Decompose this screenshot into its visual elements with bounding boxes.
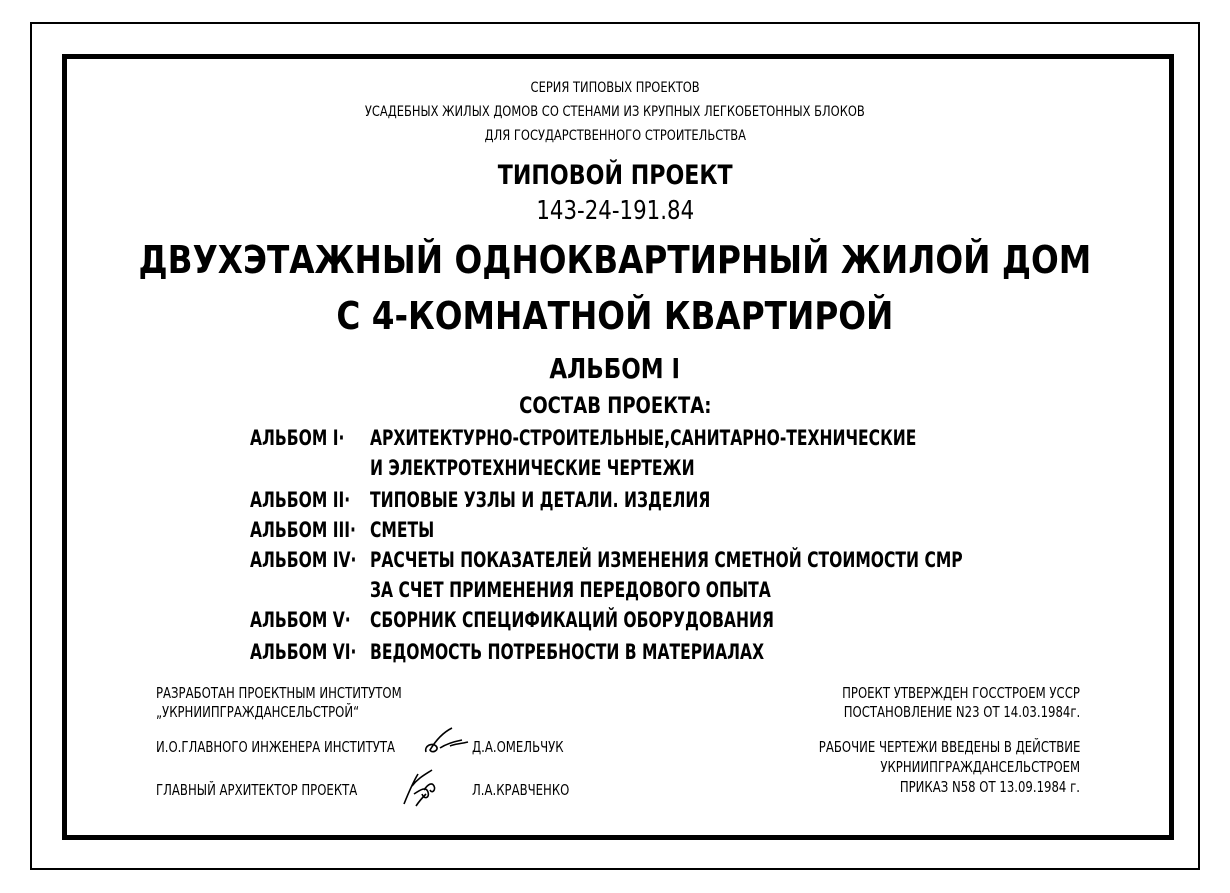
state-text: ДЛЯ ГОСУДАРСТВЕННОГО СТРОИТЕЛЬСТВА [484, 128, 746, 144]
album-4-line-1: РАСЧЕТЫ ПОКАЗАТЕЛЕЙ ИЗМЕНЕНИЯ СМЕТНОЙ СТОИМОСТИ СМР [370, 548, 963, 572]
album-2-line-1: ТИПОВЫЕ УЗЛЫ И ДЕТАЛИ. ИЗДЕЛИЯ [370, 488, 711, 512]
enacted-text: РАБОЧИЕ ЧЕРТЕЖИ ВВЕДЕНЫ В ДЕЙСТВИЕ [818, 738, 1080, 756]
album-3-label: АЛЬБОМ III· [250, 518, 356, 542]
project-code-text: 143-24-191.84 [536, 196, 694, 226]
state-line [0, 128, 1230, 144]
chief-engineer-signature [422, 724, 470, 758]
album-5-label: АЛЬБОМ V· [250, 608, 351, 632]
chief-architect-signature [398, 764, 448, 810]
album-1-label: АЛЬБОМ I· [250, 426, 345, 450]
chief-architect-name: Л.А.КРАВЧЕНКО [472, 781, 570, 799]
project-code [0, 196, 1230, 226]
order-text: ПРИКАЗ N58 ОТ 13.09.1984 г. [899, 778, 1080, 796]
album-4-label: АЛЬБОМ IV· [250, 548, 357, 572]
developed-by-text: РАЗРАБОТАН ПРОЕКТНЫМ ИНСТИТУТОМ [156, 684, 402, 702]
album-6-line-1: ВЕДОМОСТЬ ПОТРЕБНОСТИ В МАТЕРИАЛАХ [370, 640, 765, 664]
chief-engineer-name: Д.А.ОМЕЛЬЧУК [472, 738, 564, 756]
album-6-label: АЛЬБОМ VI· [250, 640, 357, 664]
album-2-label: АЛЬБОМ II· [250, 488, 351, 512]
album-4-line-2: ЗА СЧЕТ ПРИМЕНЕНИЯ ПЕРЕДОВОГО ОПЫТА [370, 578, 771, 602]
approved-text: ПРОЕКТ УТВЕРЖДЕН ГОССТРОЕМ УССР [842, 684, 1080, 702]
title-line-1 [0, 238, 1230, 282]
chief-engineer-role: И.О.ГЛАВНОГО ИНЖЕНЕРА ИНСТИТУТА [156, 738, 395, 756]
estates-text: УСАДЕБНЫХ ЖИЛЫХ ДОМОВ СО СТЕНАМИ ИЗ КРУПНЫХ ЛЕГКОБЕТОННЫХ БЛОКОВ [365, 104, 865, 120]
album-heading-text: АЛЬБОМ I [549, 352, 681, 385]
album-3-line-1: СМЕТЫ [370, 518, 435, 542]
album-1-line-2: И ЭЛЕКТРОТЕХНИЧЕСКИЕ ЧЕРТЕЖИ [370, 456, 695, 480]
composition-heading [0, 394, 1230, 419]
composition-heading-text: СОСТАВ ПРОЕКТА: [518, 394, 712, 419]
series-text: СЕРИЯ ТИПОВЫХ ПРОЕКТОВ [530, 80, 700, 96]
album-1-line-1: АРХИТЕКТУРНО-СТРОИТЕЛЬНЫЕ,САНИТАРНО-ТЕХНИЧЕСКИЕ [370, 426, 917, 450]
album-5-line-1: СБОРНИК СПЕЦИФИКАЦИЙ ОБОРУДОВАНИЯ [370, 608, 774, 632]
decree-text: ПОСТАНОВЛЕНИЕ N23 ОТ 14.03.1984г. [843, 703, 1080, 721]
type-project-text: ТИПОВОЙ ПРОЕКТ [497, 160, 733, 191]
title-line-2-text: С 4-КОМНАТНОЙ КВАРТИРОЙ [336, 294, 894, 338]
title-line-1-text: ДВУХЭТАЖНЫЙ ОДНОКВАРТИРНЫЙ ЖИЛОЙ ДОМ [138, 238, 1092, 282]
series-line [0, 80, 1230, 96]
album-heading [0, 352, 1230, 385]
enacted-by-text: УКРНИИПГРАЖДАНСЕЛЬСТРОЕМ [880, 758, 1080, 776]
institute-name: „УКРНИИПГРАЖДАНСЕЛЬСТРОЙ“ [156, 703, 360, 721]
title-line-2 [0, 294, 1230, 338]
estates-line [0, 104, 1230, 120]
type-project-heading [0, 160, 1230, 191]
chief-architect-role: ГЛАВНЫЙ АРХИТЕКТОР ПРОЕКТА [156, 781, 358, 799]
